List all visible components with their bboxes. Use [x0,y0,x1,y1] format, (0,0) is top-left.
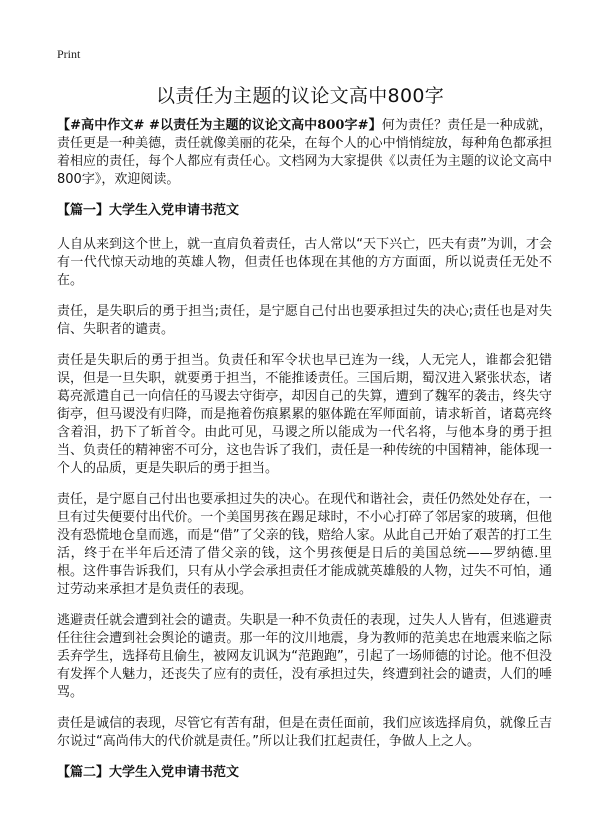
paragraph: 人自从来到这个世上，就一直肩负着责任，古人常以“天下兴亡，匹夫有责”为训，才会有一代代惊天动地的英雄人物，但责任也体现在其他的方方面面，所以说责任无处不在。 [57,237,552,288]
page-title: 以责任为主题的议论文高中800字 [155,85,445,107]
paragraph: 逃避责任就会遭到社会的谴责。失职是一种不负责任的表现，过失人人皆有，但逃避责任往往会遭到社会舆论的谴责。那一年的汶川地震，身为教师的范美忠在地震来临之际丢弃学生，选择苟且偷生，被网友讥讽为“范跑跑”，引起了一场师德的讨论。他不但没有发挥个人魅力，还丧失了应有的责任，没有承担过失，终遭到社会的谴责，人们的唾骂。 [57,613,552,700]
paragraph: 责任，是失职后的勇于担当;责任，是宁愿自己付出也要承担过失的决心;责任也是对失信、失职者的谴责。 [57,304,552,337]
print-link[interactable]: Print [57,47,81,61]
intro-tag: 【#高中作文# #以责任为主题的议论文高中800字#】 [57,118,382,133]
paragraph: 责任，是宁愿自己付出也要承担过失的决心。在现代和谐社会，责任仍然处处存在，一旦有过失便要付出代价。一个美国男孩在踢足球时，不小心打碎了邻居家的玻璃，但他没有恐慌地仓皇而逃，而是“借”了父亲的钱，赔给人家。从此自己开始了艰苦的打工生活，终于在半年后还清了借父亲的钱，这个男孩便是日后的美国总统——罗纳德.里根。这件事告诉我们，只有从小学会承担责任才能成就英雄般的人物，过失不可怕，通过劳动来承担才是负责任的表现。 [57,492,552,597]
intro-paragraph [57,117,552,189]
article-body [57,117,552,782]
section-heading-1: 【篇一】大学生入党申请书范文 [57,203,240,218]
section-heading-2: 【篇二】大学生入党申请书范文 [57,765,240,780]
paragraph: 责任是失职后的勇于担当。负责任和军令状也早已连为一线，人无完人，谁都会犯错误，但是一旦失职，就要勇于担当，不能推诿责任。三国后期，蜀汉进入紧张状态，诸葛亮派遣自己一向信任的马谡去守街亭，却因自己的失算，遭到了魏军的袭击，终失守街亭，但马谡没有归降，而是拖着伤痕累累的躯体跪在军师面前，请求斩首，诸葛亮终含着泪，扔下了斩首令。由此可见，马谡之所以能成为一代名将，与他本身的勇于担当、负责任的精神密不可分，这也告诉了我们，责任是一种传统的中国精神，能体现一个人的品质，更是失职后的勇于担当。 [57,353,552,476]
paragraph: 责任是诚信的表现，尽管它有苦有甜，但是在责任面前，我们应该选择肩负，就像丘吉尔说过“高尚伟大的代价就是责任。”所以让我们扛起责任，争做人上之人。 [57,716,552,749]
intro-text: 何为责任？责任是一种成就，责任更是一种美德，责任就像美丽的花朵，在每个人的心中悄悄绽放，每种角色都承担着相应的责任，每个人都应有责任心。文档网为大家提供《以责任为主题的议论文高中800字》，欢迎阅读。 [57,118,552,187]
